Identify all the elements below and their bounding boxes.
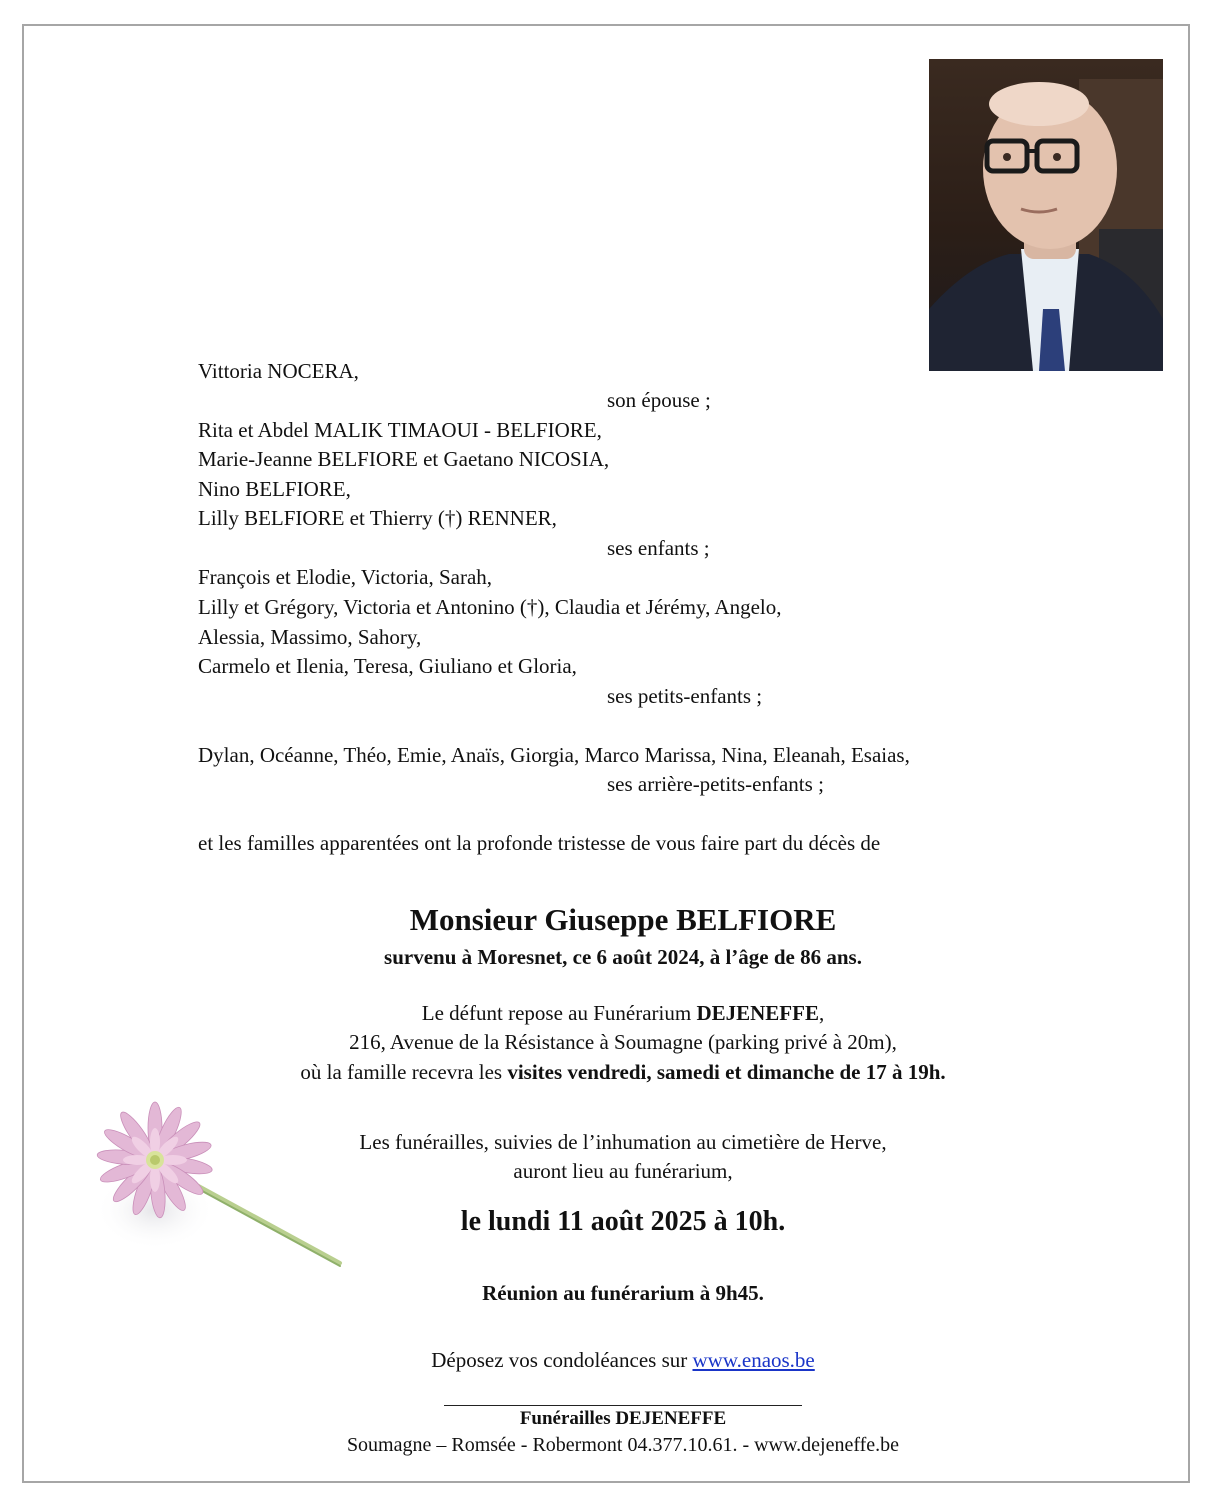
great-grandchildren-role: ses arrière-petits-enfants ; [607,772,824,796]
funeral-date: le lundi 11 août 2025 à 10h. [460,1206,786,1237]
visiting-hours: visites vendredi, samedi et dimanche de 17 à 19h. [507,1060,946,1084]
rest-line-1 [16,1000,1214,1026]
child-line: Lilly BELFIORE et Thierry (†) RENNER, [198,506,557,530]
funerarium-name: DEJENEFFE [696,1001,819,1025]
flower-illustration [60,1100,380,1300]
child-line: Nino BELFIORE, [198,477,351,501]
rest-line-1-suffix: , [818,1001,825,1025]
rest-line-3-text: où la famille recevra les [300,1060,508,1084]
meeting-info: Réunion au funérarium à 9h45. [482,1281,764,1305]
child-line: Marie-Jeanne BELFIORE et Gaetano NICOSIA, [198,447,610,471]
deceased-name: Monsieur Giuseppe BELFIORE [409,902,837,937]
rest-line-3 [16,1059,1214,1085]
portrait-photo [929,59,1163,371]
spouse-name: Vittoria NOCERA, [198,359,359,383]
footer-company: Funérailles DEJENEFFE [519,1408,727,1429]
grandchild-line: Alessia, Massimo, Sahory, [198,625,422,649]
condolences-line [16,1347,1214,1373]
child-line: Rita et Abdel MALIK TIMAOUI - BELFIORE, [198,418,602,442]
children-role: ses enfants ; [607,536,710,560]
great-grandchildren-line: Dylan, Océanne, Théo, Emie, Anaïs, Giorgia, Marco Marissa, Nina, Eleanah, Esaias, [198,743,910,767]
deceased-details: survenu à Moresnet, ce 6 août 2024, à l’âge de 86 ans. [384,945,862,969]
funeral-line-1: Les funérailles, suivies de l’inhumation au cimetière de Herve, [359,1130,887,1154]
funeral-line-2: auront lieu au funérarium, [513,1159,733,1183]
rest-address: 216, Avenue de la Résistance à Soumagne (parking privé à 20m), [349,1030,897,1054]
grandchild-line: Lilly et Grégory, Victoria et Antonino (†), Claudia et Jérémy, Angelo, [198,595,782,619]
condolences-link[interactable]: www.enaos.be [692,1348,815,1372]
condolences-text: Déposez vos condoléances sur [431,1348,693,1372]
footer-details: Soumagne – Romsée - Robermont 04.377.10.61. - www.dejeneffe.be [346,1434,900,1456]
spouse-role: son épouse ; [607,388,711,412]
grandchildren-role: ses petits-enfants ; [607,684,763,708]
announcement-text: et les familles apparentées ont la profonde tristesse de vous faire part du décès de [198,831,881,855]
grandchild-line: Carmelo et Ilenia, Teresa, Giuliano et Gloria, [198,654,577,678]
rest-line-1-text: Le défunt repose au Funérarium [421,1001,697,1025]
grandchild-line: François et Elodie, Victoria, Sarah, [198,565,493,589]
